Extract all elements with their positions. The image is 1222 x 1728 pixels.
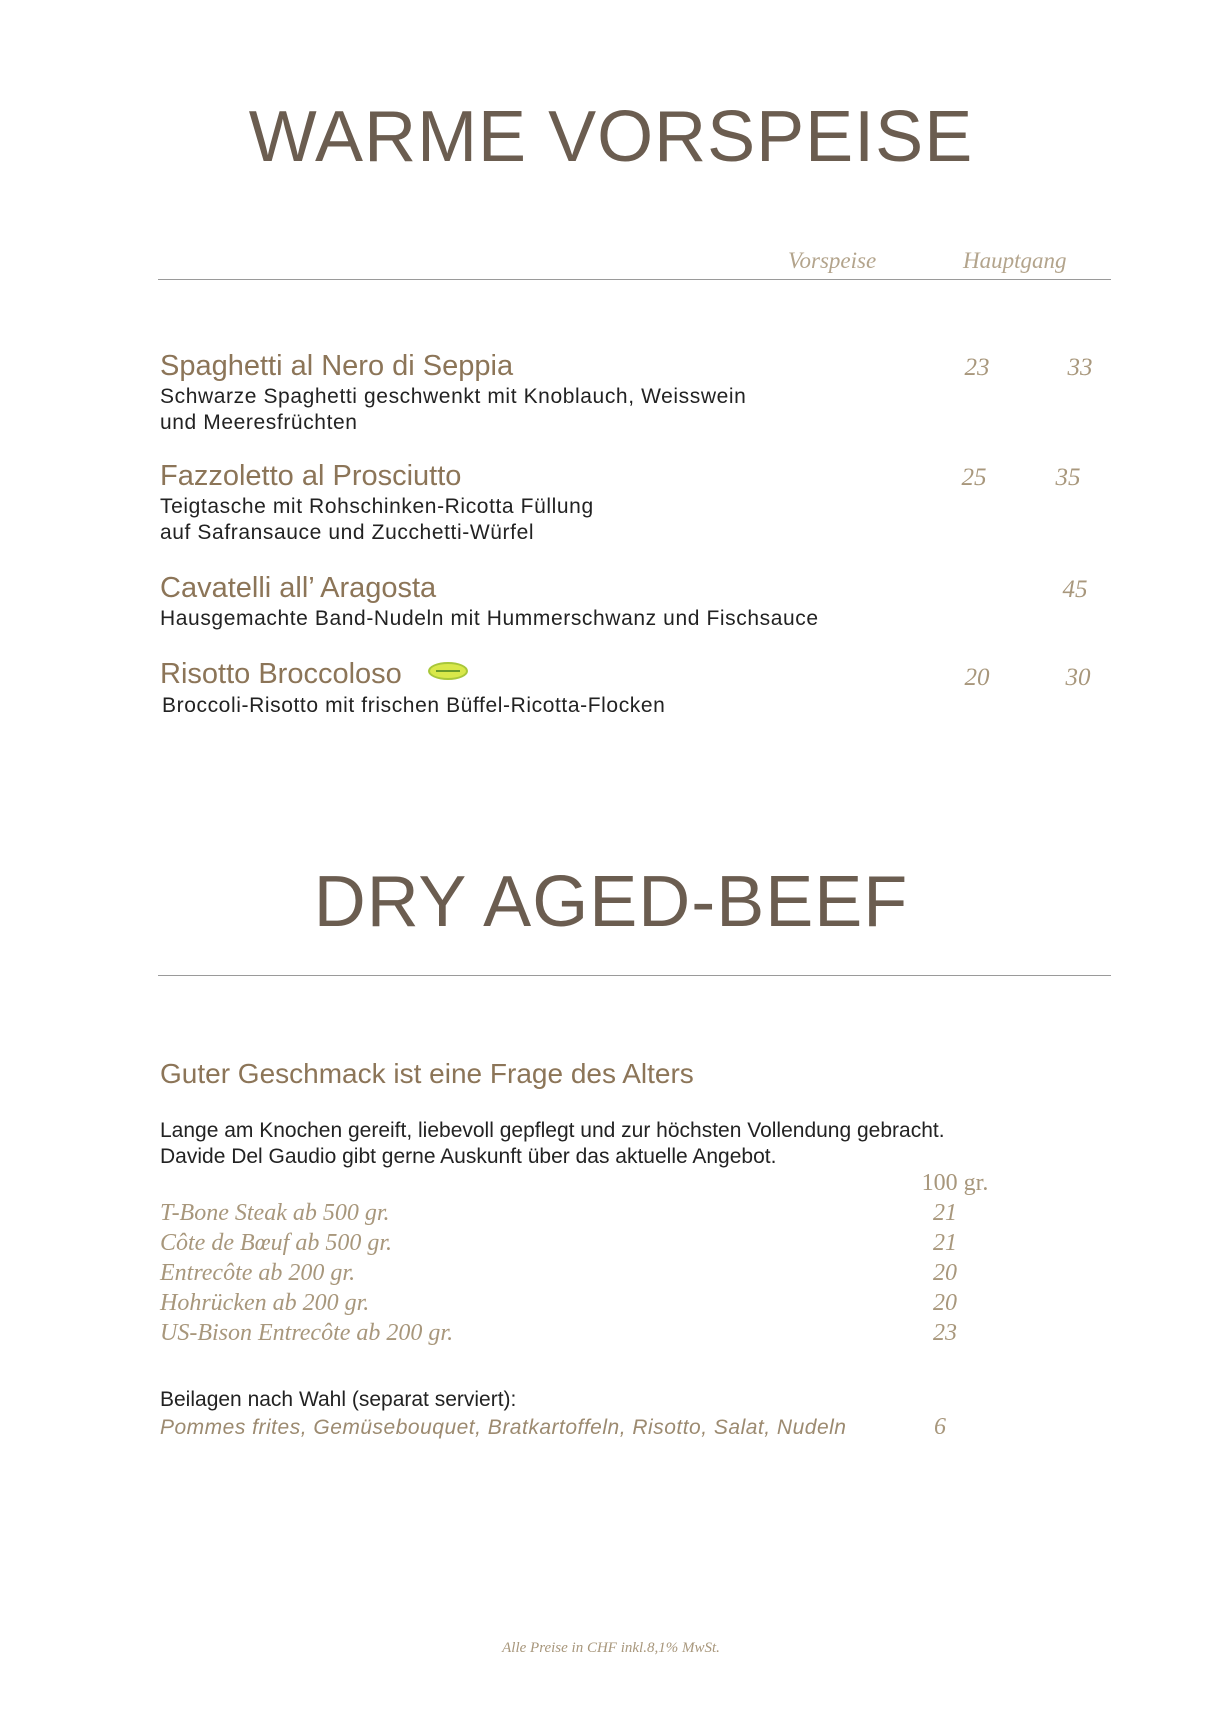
beef-item-name: Entrecôte ab 200 gr. — [160, 1260, 356, 1286]
price-footnote: Alle Preise in CHF inkl.8,1% MwSt. — [502, 1640, 720, 1656]
warm-divider — [158, 279, 1111, 280]
beef-item-price: 20 — [933, 1260, 957, 1286]
price-unit-label: 100 gr. — [921, 1170, 989, 1196]
dish-title: Risotto Broccoloso — [160, 658, 402, 690]
warm-starters-heading: WARME VORSPEISE — [248, 97, 974, 177]
sides-list: Pommes frites, Gemüsebouquet, Bratkartoffeln, Risotto, Salat, Nudeln — [160, 1416, 847, 1439]
beef-divider — [158, 975, 1111, 976]
beef-item-name: T-Bone Steak ab 500 gr. — [160, 1200, 390, 1226]
beef-intro: Davide Del Gaudio gibt gerne Auskunft über das aktuelle Angebot. — [160, 1145, 777, 1168]
main-price: 45 — [1062, 576, 1088, 603]
beef-item-price: 23 — [933, 1320, 957, 1346]
vegetarian-badge-icon — [428, 662, 468, 680]
beef-item-name: Hohrücken ab 200 gr. — [160, 1290, 370, 1316]
dish-title: Fazzoletto al Prosciutto — [160, 460, 462, 492]
beef-item-price: 21 — [933, 1230, 957, 1256]
main-price: 33 — [1067, 354, 1093, 381]
dish-description: Hausgemachte Band-Nudeln mit Hummerschwanz und Fischsauce — [160, 607, 819, 630]
dish-description: und Meeresfrüchten — [160, 411, 358, 434]
starter-price: 23 — [964, 354, 990, 381]
column-header-main: Hauptgang — [963, 248, 1067, 273]
dish-description: Schwarze Spaghetti geschwenkt mit Knoblauch, Weisswein — [160, 385, 747, 408]
beef-item-price: 21 — [933, 1200, 957, 1226]
column-header-starter: Vorspeise — [788, 248, 877, 273]
main-price: 35 — [1055, 464, 1081, 491]
sides-title: Beilagen nach Wahl (separat serviert): — [160, 1388, 517, 1411]
dish-description: Teigtasche mit Rohschinken-Ricotta Füllung — [160, 495, 594, 518]
beef-intro: Lange am Knochen gereift, liebevoll gepflegt und zur höchsten Vollendung gebracht. — [160, 1119, 945, 1142]
starter-price: 20 — [964, 664, 990, 691]
dish-title: Cavatelli all’ Aragosta — [160, 572, 437, 604]
sides-price: 6 — [934, 1414, 946, 1440]
beef-subheading: Guter Geschmack ist eine Frage des Alters — [160, 1058, 694, 1089]
beef-item-price: 20 — [933, 1290, 957, 1316]
beef-item-name: Côte de Bœuf ab 500 gr. — [160, 1230, 392, 1256]
starter-price: 25 — [961, 464, 987, 491]
dish-description: auf Safransauce und Zucchetti-Würfel — [160, 521, 535, 544]
dish-title: Spaghetti al Nero di Seppia — [160, 350, 514, 382]
dish-description: Broccoli-Risotto mit frischen Büffel-Ricotta-Flocken — [162, 694, 666, 717]
main-price: 30 — [1065, 664, 1091, 691]
dry-aged-beef-heading: DRY AGED-BEEF — [313, 862, 909, 942]
beef-item-name: US-Bison Entrecôte ab 200 gr. — [160, 1320, 454, 1346]
